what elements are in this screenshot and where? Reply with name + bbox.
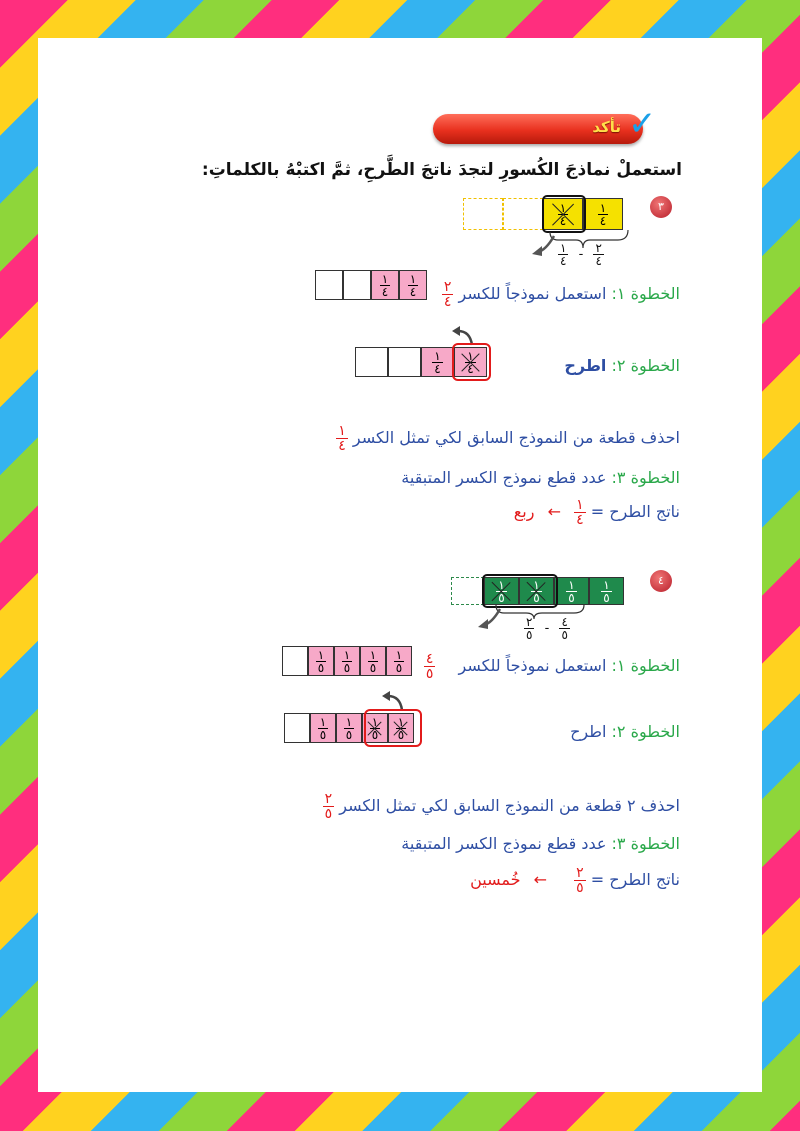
expression-fraction-b: $\frac{٢}{٤}$ [595, 241, 602, 268]
model-cell-empty [355, 347, 388, 377]
result-line [514, 498, 680, 527]
model-cell: $\frac{١}{٤}$ [421, 347, 454, 377]
model-cell: $\frac{١}{٥}$ [360, 646, 386, 676]
result-text: ناتج الطرح = [590, 870, 680, 889]
removed-piece-highlight [452, 343, 491, 381]
step2-line [564, 356, 680, 375]
example-expression: $\frac{٢}{٥}$ - $\frac{٤}{٥}$ [526, 615, 568, 642]
model-cell-crossed: $\frac{١}{٥}$ [519, 577, 554, 605]
worksheet-page [38, 38, 762, 1092]
step-text: استعمل نموذجاً للكسر [458, 284, 607, 303]
step1-line [442, 280, 680, 309]
step-label: الخطوة ١: [611, 656, 680, 675]
problem-number: ٣ [650, 196, 672, 218]
model-cell-empty [284, 713, 310, 743]
step3-line [401, 468, 680, 487]
model-cell-crossed: $\frac{١}{٥}$ [388, 713, 414, 743]
model-cell-crossed: $\frac{١}{٤}$ [454, 347, 487, 377]
model-cell: $\frac{١}{٥}$ [334, 646, 360, 676]
step-label: الخطوة ٢: [611, 722, 680, 741]
result-words: خُمسين [470, 870, 521, 889]
model-cell: $\frac{١}{٥}$ [310, 713, 336, 743]
model-cell-empty [503, 198, 543, 230]
result-fraction: $\frac{١}{٤}$ [576, 497, 584, 528]
step-label: الخطوة ١: [611, 284, 680, 303]
arrow-left-icon: ← [533, 870, 547, 889]
model-cell-empty [463, 198, 503, 230]
remove-text: احذف قطعة من النموذج السابق لكي تمثل الكسر [352, 428, 680, 447]
section-banner [433, 114, 643, 144]
remove-fraction: $\frac{٢}{٥}$ [324, 791, 333, 822]
step-fraction: $\frac{٢}{٤}$ [443, 279, 452, 310]
result-line [470, 866, 680, 895]
model-cell: $\frac{١}{٥}$ [386, 646, 412, 676]
result-words: ربع [513, 502, 535, 521]
section-title: تأكد [592, 118, 621, 136]
expression-fraction-a: $\frac{١}{٤}$ [560, 241, 567, 268]
checkmark-icon: ✓ [628, 104, 657, 144]
step-fraction: $\frac{٤}{٥}$ [425, 651, 434, 682]
step1-model-bar [315, 270, 427, 300]
model-cell: $\frac{١}{٥}$ [336, 713, 362, 743]
model-cell-empty [343, 270, 371, 300]
model-cell: $\frac{١}{٤}$ [371, 270, 399, 300]
model-cell: $\frac{١}{٥}$ [308, 646, 334, 676]
step-label: الخطوة ٣: [611, 834, 680, 853]
problem-number: ٤ [650, 570, 672, 592]
result-fraction: $\frac{٢}{٥}$ [576, 865, 584, 896]
expression-fraction-b: $\frac{٤}{٥}$ [561, 615, 568, 642]
model-cell-empty [388, 347, 421, 377]
model-cell: $\frac{١}{٤}$ [583, 198, 623, 230]
expression-fraction-a: $\frac{٢}{٥}$ [526, 615, 533, 642]
remove-line [336, 424, 680, 453]
step1-line [424, 652, 680, 681]
model-cell-crossed: $\frac{١}{٥}$ [362, 713, 388, 743]
model-cell-crossed: $\frac{١}{٥}$ [484, 577, 519, 605]
model-cell-empty [315, 270, 343, 300]
step-label: الخطوة ٢: [611, 356, 680, 375]
step3-line [401, 834, 680, 853]
model-cell: $\frac{١}{٥}$ [554, 577, 589, 605]
model-cell-empty [451, 577, 484, 605]
model-cell-crossed: $\frac{١}{٤}$ [543, 198, 583, 230]
step-text: استعمل نموذجاً للكسر [458, 656, 607, 675]
step-label: الخطوة ٣: [611, 468, 680, 487]
remove-line [323, 792, 680, 821]
instruction-text: استعملْ نماذجَ الكُسورِ لتجدَ ناتجَ الطَّرحِ، ثمَّ اكتبْهُ بالكلماتِ: [201, 160, 682, 180]
model-cell: $\frac{١}{٥}$ [589, 577, 624, 605]
step2-line [570, 722, 680, 741]
removed-piece-highlight [364, 709, 422, 747]
step-text: عدد قطع نموذج الكسر المتبقية [401, 834, 607, 853]
step-text: اطرح [570, 722, 607, 741]
model-cell-empty [282, 646, 308, 676]
remove-fraction: $\frac{١}{٤}$ [338, 423, 346, 454]
remove-text: احذف ٢ قطعة من النموذج السابق لكي تمثل الكسر [339, 796, 680, 815]
step1-model-bar [282, 646, 412, 676]
step-text: اطرح [564, 356, 607, 375]
arrow-left-icon: ← [547, 502, 561, 521]
step-text: عدد قطع نموذج الكسر المتبقية [401, 468, 607, 487]
result-text: ناتج الطرح = [590, 502, 680, 521]
model-cell: $\frac{١}{٤}$ [399, 270, 427, 300]
example-expression: $\frac{١}{٤}$ - $\frac{٢}{٤}$ [560, 241, 602, 268]
